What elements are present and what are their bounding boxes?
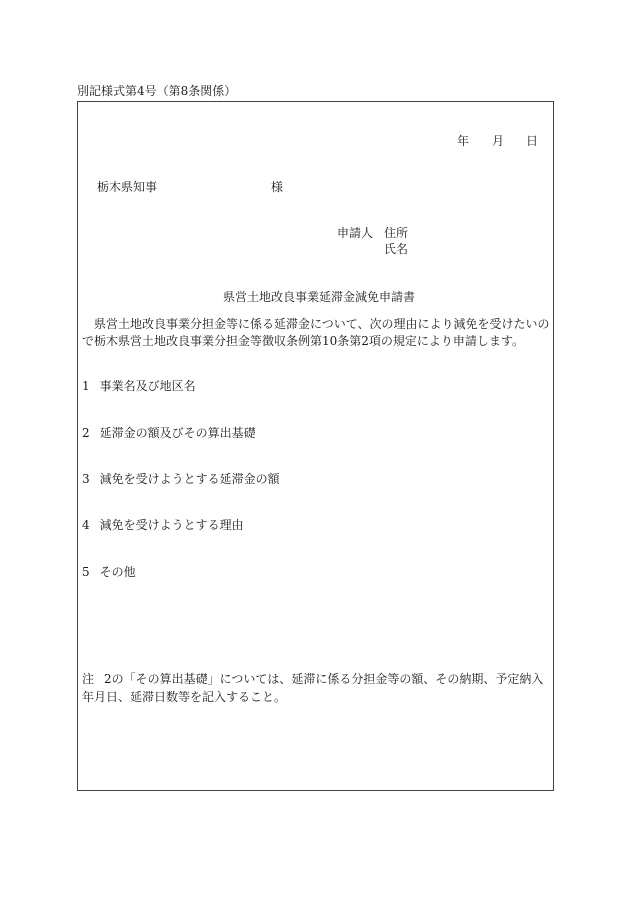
addressee-name: 栃木県知事 xyxy=(97,180,158,194)
item-5 xyxy=(82,565,136,579)
applicant-label: 申請人 xyxy=(337,226,374,240)
item-label: 延滞金の額及びその算出基礎 xyxy=(99,426,256,440)
item-number: 1 xyxy=(82,379,90,393)
item-1 xyxy=(82,379,196,393)
document-title: 県営土地改良事業延滞金減免申請書 xyxy=(223,290,416,304)
item-number: 5 xyxy=(82,565,90,579)
item-label: 減免を受けようとする延滞金の額 xyxy=(99,472,280,486)
date-year: 年 xyxy=(457,134,470,148)
item-2 xyxy=(82,426,256,440)
note-label: 注 xyxy=(82,672,95,686)
applicant-address-label: 住所 xyxy=(384,226,409,240)
item-number: 4 xyxy=(82,518,90,532)
item-number: 2 xyxy=(82,426,90,440)
body-paragraph: 県営土地改良事業分担金等に係る延滞金について、次の理由により減免を受けたいので栃木県営土地改良事業分担金等徴収条例第10条第2項の規定により申請します。 xyxy=(82,317,550,348)
note-text: 2の「その算出基礎」については、延滞に係る分担金等の額、その納期、予定納入年月日、延滞日数等を記入すること。 xyxy=(82,672,544,704)
date-day: 日 xyxy=(526,134,539,148)
applicant-name-label: 氏名 xyxy=(384,242,409,256)
note xyxy=(82,670,552,706)
item-label: 減免を受けようとする理由 xyxy=(99,518,244,532)
date-month: 月 xyxy=(492,134,505,148)
form-label: 別記様式第4号（第8条関係） xyxy=(77,84,237,98)
item-label: 事業名及び地区名 xyxy=(99,379,196,393)
item-4 xyxy=(82,518,244,532)
item-label: その他 xyxy=(99,565,136,579)
item-number: 3 xyxy=(82,472,90,486)
addressee-honorific: 様 xyxy=(271,180,284,194)
item-3 xyxy=(82,472,280,486)
